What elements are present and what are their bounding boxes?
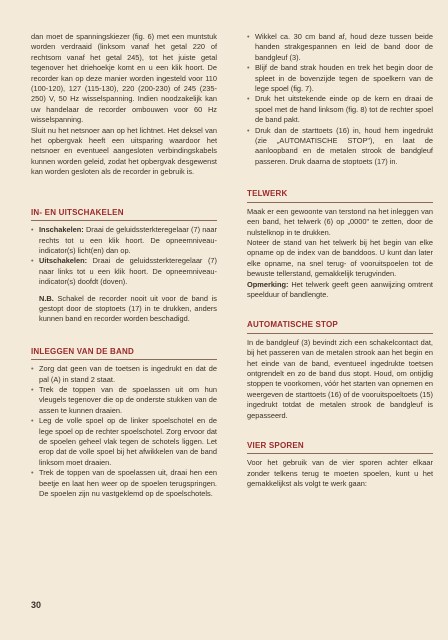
telwerk-paragraph-1: Maak er een gewoonte van terstond na het inleggen van een band, het telwerk (6) op „0000" te zetten, door de nulstelknop in te drukken. — [247, 206, 433, 237]
section-heading-vier-sporen: VIER SPOREN — [247, 441, 433, 454]
list-item: • Trek de toppen van de spoelassen uit om hun vleugels tegenover die op de onderste stukken van de assen te kunnen draaien. — [31, 385, 217, 416]
list-item: • Wikkel ca. 30 cm band af, houd deze tussen beide handen strakgespannen en leid de band door de bandgleuf (3). — [247, 32, 433, 63]
list-item-uitschakelen: • Uitschakelen: Draai de geluidssterkteregelaar (7) naar links tot u een klik hoort. De opneemniveau-indicator(s) doofdt (doven). — [31, 256, 217, 287]
list-item-inschakelen: • Inschakelen: Draai de geluidssterkteregelaar (7) naar rechts tot u een klik hoort. De opneemniveau-indicator(s) licht(en) dan op. — [31, 225, 217, 256]
list-item: • Zorg dat geen van de toetsen is ingedrukt en dat de pal (A) in stand 2 staat. — [31, 364, 217, 385]
intro-paragraph-2: Sluit nu het netsnoer aan op het lichtnet. Het deksel van het opbergvak heeft een uitsparing waardoor het netsnoer en eventueel aangesloten verbindingskabels kunnen worden geleid, zodat het opbergvak desgewenst kan worden gesloten als de recorder in gebruik is. — [31, 125, 217, 177]
section-heading-automatische-stop: AUTOMATISCHE STOP — [247, 320, 433, 333]
list-item: • Trek de toppen van de spoelassen uit, draai hen een beetje en laat hen weer op de spoelen terugspringen. De spoelen zijn nu vastgeklemd op de spoelschotels. — [31, 468, 217, 499]
telwerk-note: Opmerking: Het telwerk geeft geen aanwijzing omtrent speelduur of bandlengte. — [247, 279, 433, 299]
telwerk-paragraph-2: Noteer de stand van het telwerk bij het begin van elke opname op de index van de banddoos. U kunt dan later elke opname, na snel terug- of vooruitspoelen tot de bewuste tellerstand, gemakkelijk terugvinden. — [247, 237, 433, 279]
list-item: • Druk dan de starttoets (16) in, houd hem ingedrukt (zie „AUTOMATISCHE STOP"), en laat de aanloopband en de metalen strook de bandgleuf passeren. Druk daarna de stoptoets (17) in. — [247, 126, 433, 168]
list-item: • Leg de volle spoel op de linker spoelschotel en de lege spoel op de rechter spoelschotel. Zorg ervoor dat de spoelen geheel vlak tegen de schotels liggen. Let erop dat de volle spoel bij het afwikkelen van de band linksom moet draaien. — [31, 416, 217, 468]
intro-paragraph-1: dan moet de spanningskiezer (fig. 6) met een muntstuk worden verdraaid (linksom vanaf het getal 220 of rechtsom vanaf het getal 245), tot het juiste getal tegenover het driehoekje komt en u een klik hoort. De recorder kan op deze manier worden ingesteld voor 110 (100-120), 127 (115-130), 220 (200-230) of 245 (235-250) V, 50 Hz wisselspanning. Indien noodzakelijk kan uw handelaar de recorder ombouwen voor 60 Hz wisselspanning. — [31, 32, 217, 125]
page-number: 30 — [31, 600, 42, 610]
left-column — [31, 32, 217, 499]
nb-note: N.B. Schakel de recorder nooit uit voor de band is gestopt door de stoptoets (17) in te drukken, anders kunnen band en recorder worden beschadigd. — [39, 293, 217, 324]
right-column — [247, 32, 433, 490]
section-heading-in-uitschakelen: IN- EN UITSCHAKELEN — [31, 208, 217, 221]
section-heading-inleggen: INLEGGEN VAN DE BAND — [31, 347, 217, 360]
list-item: • Blijf de band strak houden en trek het begin door de spleet in de bovenzijde tegen de spoelkern van de lege spoel (fig. 7). — [247, 63, 433, 94]
vier-sporen-paragraph: Voor het gebruik van de vier sporen achter elkaar zonder telkens terug te moeten spoelen, kunt u het gemakkelijkst als volgt te werk gaan: — [247, 458, 433, 489]
automatische-stop-paragraph: In de bandgleuf (3) bevindt zich een schakelcontact dat, bij het passeren van de metalen strook aan het begin en het einde van de band, eventueel ingedrukte toetsen ontgrendelt en zo de band dus stopt. Houd, om ontijdig stoppen te voorkomen, vóór het starten van opnemen en weergeven de starttoets (16) of de vooruitspoeltoets (15) ingedrukt totdat de metalen strook de bandgleuf is gepasseerd. — [247, 337, 433, 420]
list-item: • Druk het uitstekende einde op de kern en draai de spoel met de hand linksom (fig. 8) tot de rechter spoel de band pakt. — [247, 94, 433, 125]
section-heading-telwerk: TELWERK — [247, 189, 433, 202]
